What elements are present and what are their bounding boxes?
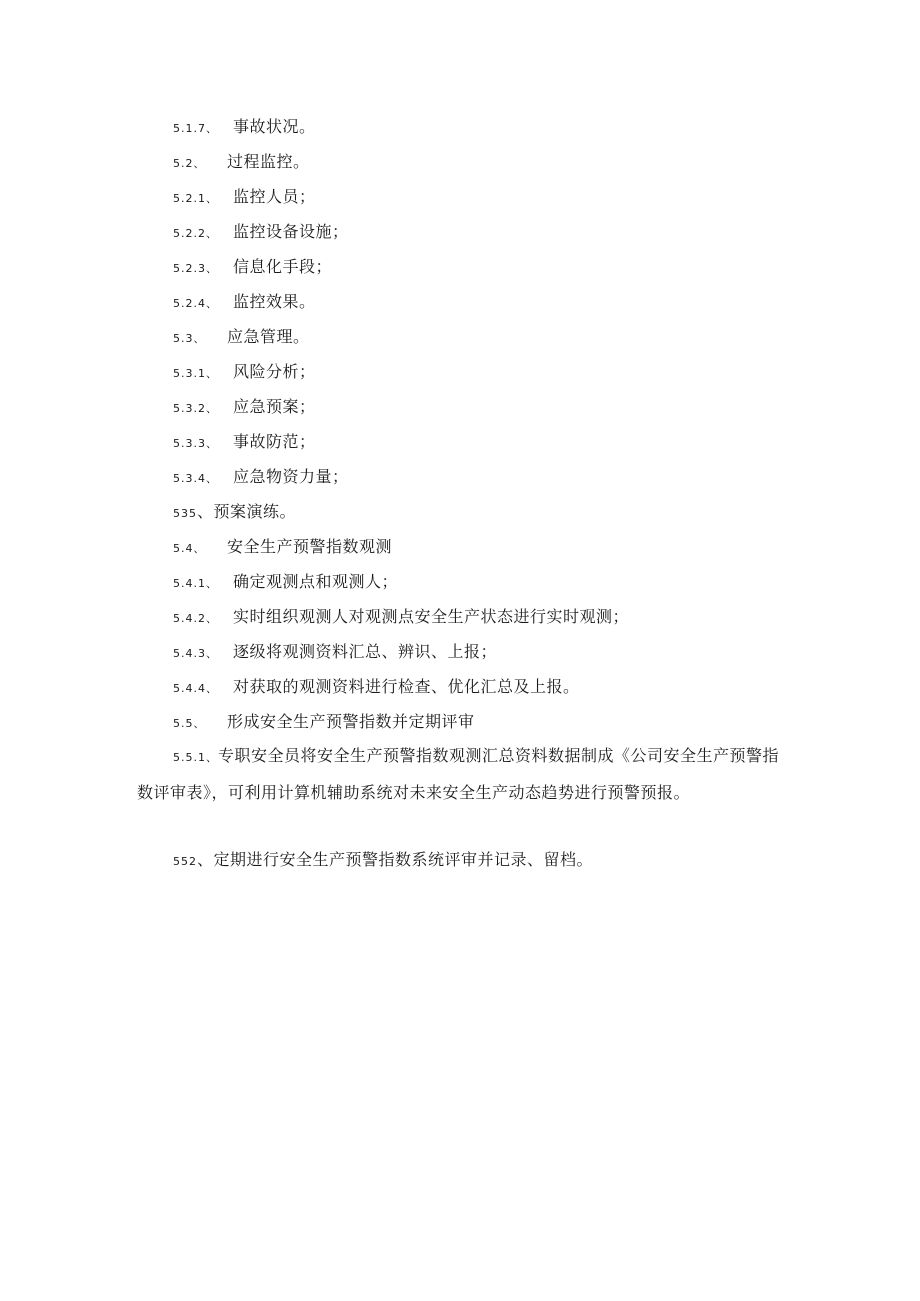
item-number: 5.4.4、	[173, 682, 218, 695]
list-item	[173, 250, 332, 284]
list-item	[173, 320, 310, 354]
list-item	[173, 635, 497, 669]
list-item	[173, 425, 316, 459]
item-number: 5.3.4、	[173, 472, 218, 485]
item-text: 监控人员；	[233, 187, 316, 206]
item-text: 过程监控。	[227, 152, 310, 171]
item-text: 安全生产预警指数观测	[227, 537, 393, 556]
list-item	[173, 180, 316, 214]
paragraph-text: 专职安全员将安全生产预警指数观测汇总资料数据制成《公司安全生产预警指数评审表》，可利用计算机辅助系统对未来安全生产动态趋势进行预警预报。	[137, 746, 780, 802]
item-number: 5.5、	[173, 717, 206, 730]
item-text: 、定期进行安全生产预警指数系统评审并记录、留档。	[197, 850, 594, 869]
item-number: 5.2、	[173, 157, 206, 170]
list-item	[173, 215, 349, 249]
item-text: 逐级将观测资料汇总、辨识、上报；	[233, 642, 498, 661]
item-number: 5.3.1、	[173, 367, 218, 380]
list-item	[173, 110, 316, 144]
item-number: 5.2.2、	[173, 227, 218, 240]
item-text: 事故状况。	[233, 117, 316, 136]
list-item	[173, 530, 392, 564]
item-number: 5.4.1、	[173, 577, 218, 590]
list-item	[173, 390, 316, 424]
item-number: 5.4、	[173, 542, 206, 555]
list-item	[173, 565, 398, 599]
paragraph-number: 5.5.1、	[173, 751, 218, 764]
item-number: 5.2.1、	[173, 192, 218, 205]
item-text: 、预案演练。	[197, 502, 297, 521]
item-number: 5.3、	[173, 332, 206, 345]
item-text: 应急管理。	[227, 327, 310, 346]
list-item	[173, 495, 296, 529]
item-text: 确定观测点和观测人；	[233, 572, 399, 591]
list-item	[173, 460, 349, 494]
item-number: 5.3.3、	[173, 437, 218, 450]
item-text: 应急物资力量；	[233, 467, 349, 486]
list-item	[173, 285, 316, 319]
list-item	[173, 705, 475, 739]
list-item	[173, 843, 593, 877]
item-text: 信息化手段；	[233, 257, 333, 276]
item-text: 监控设备设施；	[233, 222, 349, 241]
list-item	[173, 670, 580, 704]
item-number: 5.1.7、	[173, 122, 218, 135]
item-text: 风险分析；	[233, 362, 316, 381]
item-text: 监控效果。	[233, 292, 316, 311]
item-number: 5.4.3、	[173, 647, 218, 660]
paragraph-5-5-1	[137, 738, 787, 810]
item-number: 5.3.2、	[173, 402, 218, 415]
item-text: 事故防范；	[233, 432, 316, 451]
item-number: 5.2.3、	[173, 262, 218, 275]
item-number: 5.4.2、	[173, 612, 218, 625]
item-number: 552	[173, 855, 197, 868]
item-text: 对获取的观测资料进行检查、优化汇总及上报。	[233, 677, 580, 696]
item-text: 应急预案；	[233, 397, 316, 416]
list-item	[173, 145, 310, 179]
item-text: 形成安全生产预警指数并定期评审	[227, 712, 475, 731]
list-item	[173, 600, 629, 634]
item-number: 5.2.4、	[173, 297, 218, 310]
item-number: 535	[173, 507, 197, 520]
list-item	[173, 355, 316, 389]
item-text: 实时组织观测人对观测点安全生产状态进行实时观测；	[233, 607, 630, 626]
